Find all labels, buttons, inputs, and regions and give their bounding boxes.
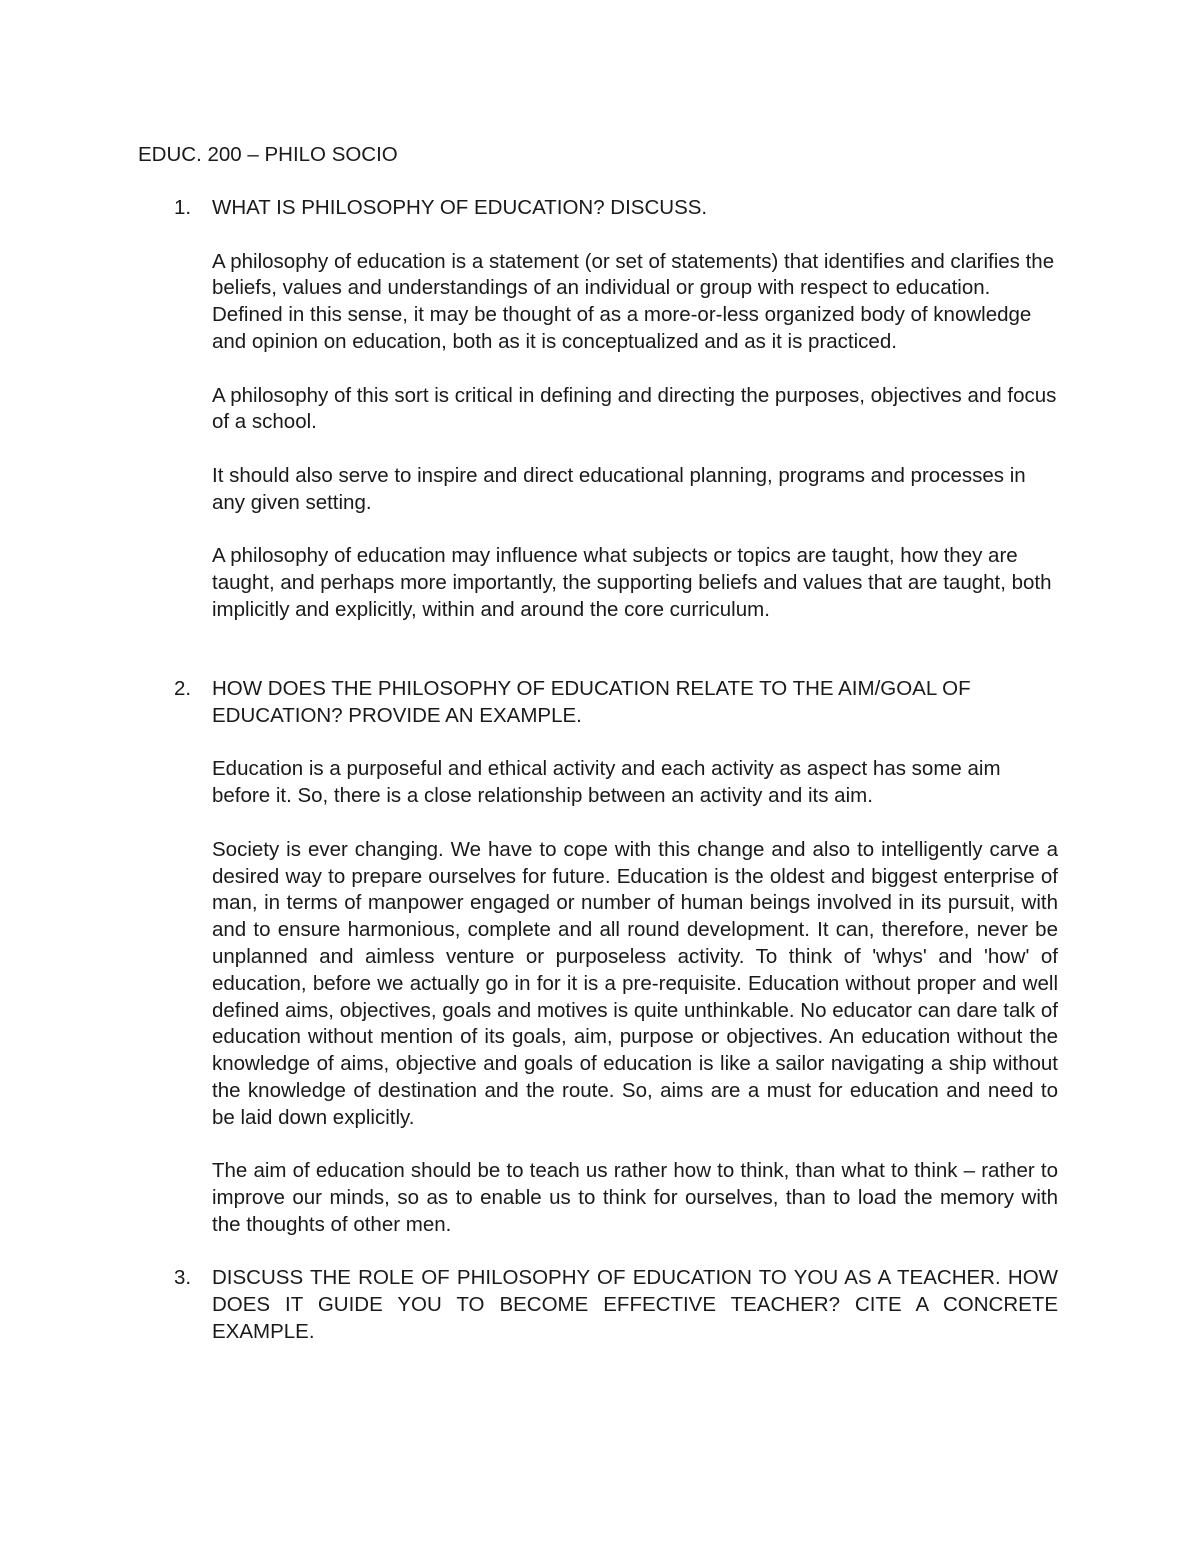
question-item-1 — [174, 195, 1058, 624]
answer-paragraph: It should also serve to inspire and direct educational planning, programs and processes in any given setting. — [212, 463, 1026, 514]
answer-paragraph: Education is a purposeful and ethical activity and each activity as aspect has some aim before it. So, there is a close relationship between an activity and its aim. — [212, 757, 1001, 808]
question-text: DISCUSS THE ROLE OF PHILOSOPHY OF EDUCATION TO YOU AS A TEACHER. HOW DOES IT GUIDE YOU TO BECOME EFFECTIVE TEACHER? CITE A CONCRETE EXAMPLE. — [212, 1266, 1058, 1343]
item-number: 1. — [174, 196, 192, 219]
question-item-3 — [174, 1265, 1058, 1345]
item-number: 3. — [174, 1266, 192, 1289]
answer-paragraph: A philosophy of education is a statement (or set of statements) that identifies and clarifies the beliefs, values and understandings of an individual or group with respect to education. Defined in this sense, it may be thought of as a more-or-less organized body of knowledge and opinion on education, both as it is conceptualized and as it is practiced. — [212, 249, 1055, 353]
answer-paragraph: The aim of education should be to teach us rather how to think, than what to think – rather to improve our minds, so as to enable us to think for ourselves, than to load the memory with the thoughts of other men. — [212, 1159, 1058, 1236]
question-text: WHAT IS PHILOSOPHY OF EDUCATION? DISCUSS. — [212, 196, 708, 219]
answer-paragraph: Society is ever changing. We have to cope with this change and also to intelligently carve a desired way to prepare ourselves for future. Education is the oldest and biggest enterprise of man, in terms of manpower engaged or number of human beings involved in its pursuit, with and to ensure harmonious, complete and all round development. It can, therefore, never be unplanned and aimless venture or purposeless activity. To think of 'whys' and 'how' of education, before we actually go in for it is a pre-requisite. Education without proper and well defined aims, objectives, goals and motives is quite unthinkable. No educator can dare talk of education without mention of its goals, aim, purpose or objectives. An education without the knowledge of aims, objective and goals of education is like a sailor navigating a ship without the knowledge of destination and the route. So, aims are a must for education and need to be laid down explicitly. — [212, 837, 1058, 1129]
document-title: EDUC. 200 – PHILO SOCIO — [138, 143, 398, 166]
answer-paragraph: A philosophy of education may influence what subjects or topics are taught, how they are taught, and perhaps more importantly, the supporting beliefs and values that are taught, both implicitly and explicitly, within and around the core curriculum. — [212, 544, 1052, 621]
answer-paragraph: A philosophy of this sort is critical in defining and directing the purposes, objectives and focus of a school. — [212, 383, 1057, 434]
question-item-2 — [174, 676, 1058, 1239]
item-number: 2. — [174, 677, 192, 700]
question-text: HOW DOES THE PHILOSOPHY OF EDUCATION RELATE TO THE AIM/GOAL OF EDUCATION? PROVIDE AN EXAMPLE. — [212, 677, 971, 727]
